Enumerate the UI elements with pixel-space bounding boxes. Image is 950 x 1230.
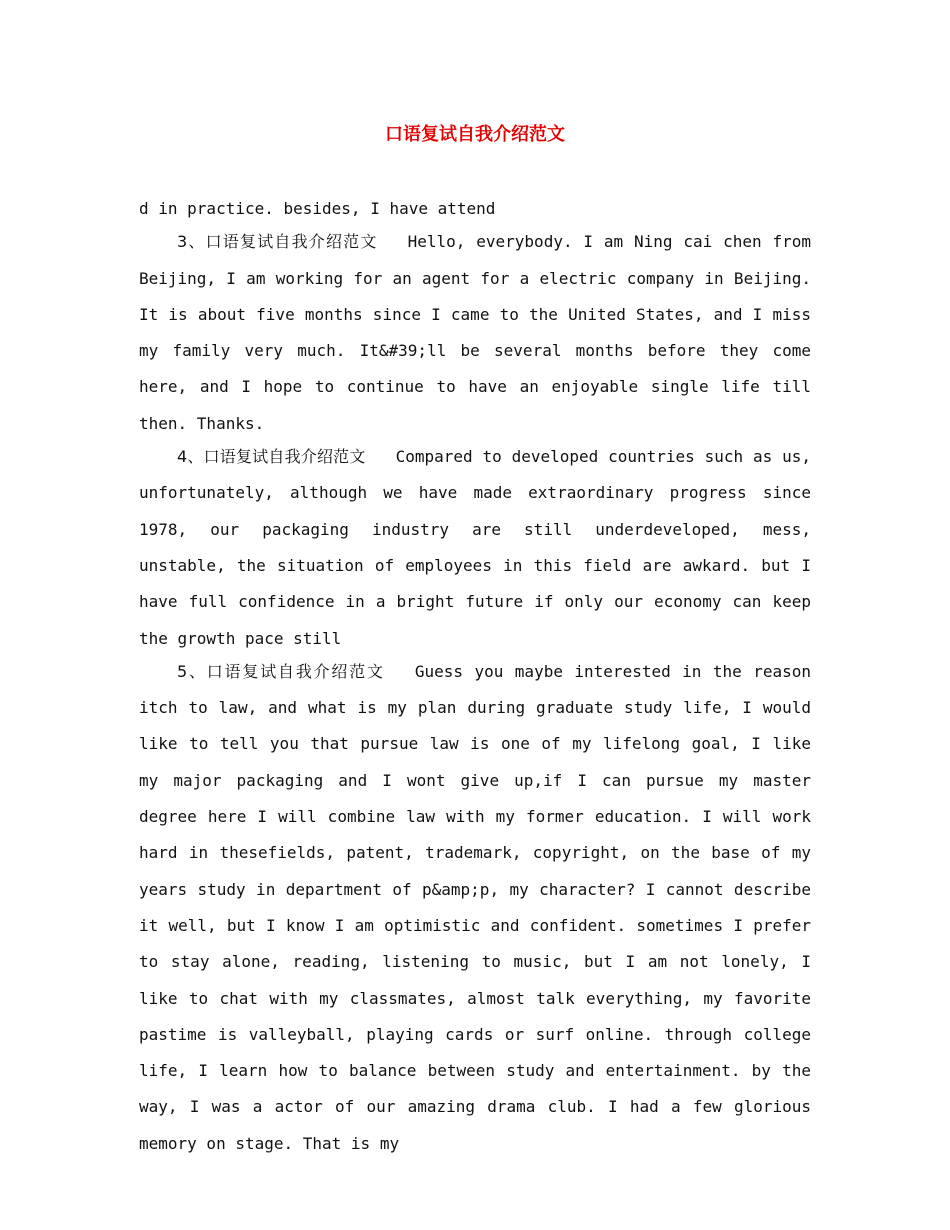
paragraph-5	[139, 654, 811, 1162]
paragraph-text: d in practice. besides, I have attend	[139, 199, 496, 218]
paragraph-text: Guess you maybe interested in the reason itch to law, and what is my plan during graduate study life, I would like to tell you that pursue law is one of my lifelong goal, I like my major packaging and I wont give up,if I can pursue my master degree here I will combine law with my former education. I will work hard in thesefields, patent, trademark, copyright, on the base of my years study in department of p&amp;p, my character? I cannot describe it well, but I know I am optimistic and confident. sometimes I prefer to stay alone, reading, listening to music, but I am not lonely, I like to chat with my classmates, almost talk everything, my favorite pastime is valleyball, playing cards or surf online. through college life, I learn how to balance between study and entertainment. by the way, I was a actor of our amazing drama club. I had a few glorious memory on stage. That is my	[139, 661, 812, 1153]
paragraph-continuation	[139, 191, 811, 227]
paragraph-heading: 4、口语复试自我介绍范文	[177, 447, 366, 467]
paragraph-3	[139, 224, 811, 442]
paragraph-heading: 5、口语复试自我介绍范文	[177, 661, 385, 681]
document-title: 口语复试自我介绍范文	[385, 124, 565, 145]
document-body	[139, 191, 811, 1162]
paragraph-text: Hello, everybody. I am Ning cai chen from Beijing, I am working for an agent for a electric company in Beijing. It is about five months since I came to the United States, and I miss my family very much. It&#39;ll be several months before they come here, and I hope to continue to have an enjoyable single life till then. Thanks.	[139, 232, 811, 433]
paragraph-heading: 3、口语复试自我介绍范文	[177, 232, 378, 252]
paragraph-text: Compared to developed countries such as us, unfortunately, although we have made extraordinary progress since 1978, our packaging industry are still underdeveloped, mess, unstable, the situation of employees in this field are awkard. but I have full confidence in a bright future if only our economy can keep the growth pace still	[139, 447, 811, 648]
paragraph-4	[139, 439, 811, 657]
